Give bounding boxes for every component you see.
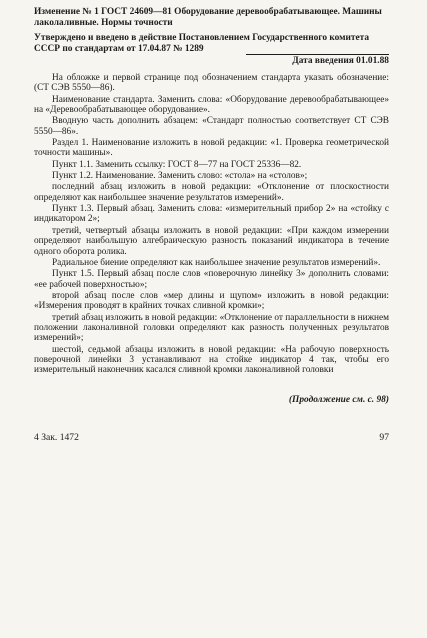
paragraph: Пункт 1.5. Первый абзац после слов «поверочную линейку 3» дополнить словами: «ее рабочей поверхностью»; (34, 269, 389, 290)
paragraph: Наименование стандарта. Заменить слова: «Оборудование деревообрабатывающее» на «Деревообрабатывающее оборудование». (34, 94, 389, 116)
paragraph: третий, четвертый абзацы изложить в новой редакции: «При каждом измерении определяют наибольшую алгебраическую разность показаний индикатора в течение одного оборота ролика. (34, 225, 389, 257)
approval-note: Утверждено и введено в действие Постановлением Государственного комитета СССР по стандартам от 17.04.87 № 1289 (34, 33, 370, 54)
paragraph: Пункт 1.1. Заменить ссылку: ГОСТ 8—77 на ГОСТ 25336—82. (52, 159, 302, 170)
paragraph: Пункт 1.2. Наименование. Заменить слово: «стола» на «столов»; (52, 171, 308, 182)
continued-note: (Продолжение см. с. 98) (288, 395, 389, 405)
order-number: 4 Зак. 1472 (34, 432, 79, 443)
date-rule (246, 54, 389, 55)
document-body (34, 73, 389, 377)
effective-date: Дата введения 01.01.88 (292, 56, 389, 66)
paragraph: шестой, седьмой абзацы изложить в новой редакции: «На рабочую поверхность поверочной линейки 3 устанавливают на стойке индикатор 4 так, чтобы его измерительный наконечник касался сливной кромки лаконаливной головки (34, 344, 389, 376)
document-title: Изменение № 1 ГОСТ 24609—81 Оборудование деревообрабатывающее. Машины лаколаливные. Нормы точности (34, 7, 382, 28)
page-number: 97 (379, 432, 389, 443)
paragraph: последний абзац изложить в новой редакции: «Отклонение от плоскостности определяют как наибольшее значение результатов измерений». (34, 182, 389, 203)
paragraph: Вводную часть дополнить абзацем: «Стандарт полностью соответствует СТ СЭВ 5550—86». (34, 116, 389, 137)
paragraph: второй абзац после слов «мер длины и щупом» изложить в новой редакции: «Измерения проводят в крайних точках сливной кромки»; (34, 290, 389, 312)
paragraph: Радиальное биение определяют как наибольшее значение результатов измерений». (52, 257, 381, 268)
paragraph: Раздел 1. Наименование изложить в новой редакции: «1. Проверка геометрической точности машины». (34, 138, 389, 159)
paragraph: третий абзац изложить в новой редакции: «Отклонение от параллельности в нижнем положении лаконаливной головки определяют как разность полученных результатов измерений»; (34, 312, 389, 344)
paragraph: Пункт 1.3. Первый абзац. Заменить слова: «измерительный прибор 2» на «стойку с индикатором 2»; (34, 204, 389, 225)
paragraph: На обложке и первой странице под обозначением стандарта указать обозначение: (СТ СЭВ 5550—86). (34, 73, 389, 94)
